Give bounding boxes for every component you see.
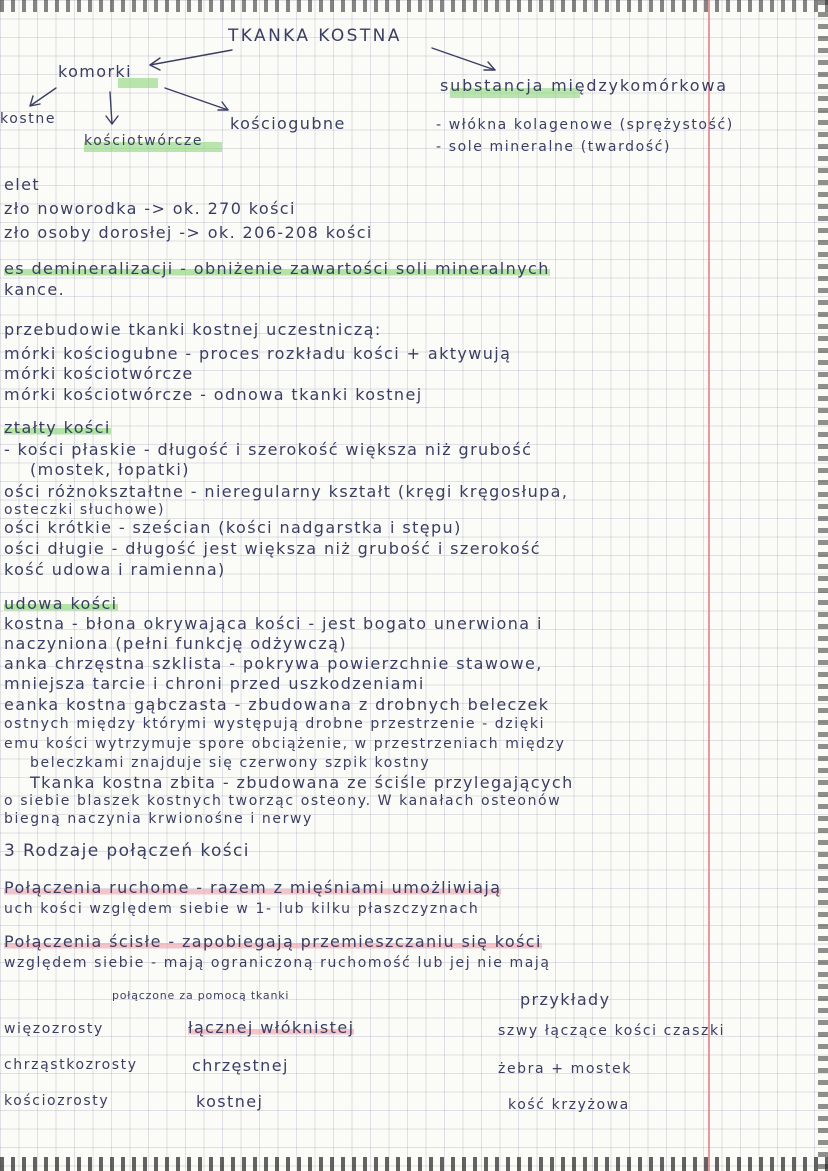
map-right-item: - włókna kolagenowe (sprężystość) [436,117,734,133]
table-cell-type: więzozrosty [4,1021,104,1037]
table-cell-example: żebra + mostek [498,1061,632,1077]
map-sub-node: kostne [0,111,57,127]
note-line: ości różnokształtne - nieregularny kształt (kręgi kręgosłupa, [4,482,569,501]
note-line: eanka kostna gąbczasta - zbudowana z drobnych beleczek [4,695,550,714]
note-line: ztałty kości [4,418,111,437]
note-line: anka chrzęstna szklista - pokrywa powierzchnie stawowe, [4,654,543,673]
note-line: emu kości wytrzymuje spore obciążenie, w przestrzeniach między [4,736,566,752]
note-line: Połączenia ścisłe - zapobiegają przemieszczaniu się kości [4,932,542,951]
note-line: Połączenia ruchome - razem z mięśniami umożliwiają [4,878,502,897]
section-heading: 3 Rodzaje połączeń kości [4,841,250,861]
note-line: beleczkami znajduje się czerwony szpik kostny [30,755,431,771]
note-line: - kości płaskie - długość i szerokość większa niż grubość [4,440,533,459]
note-line: mniejsza tarcie i chroni przed uszkodzeniami [4,674,425,693]
table-cell-type: chrząstkozrosty [4,1057,138,1073]
note-line: przebudowie tkanki kostnej uczestniczą: [4,320,382,339]
note-line: (mostek, łopatki) [30,460,190,479]
note-line: ości długie - długość jest większa niż grubość i szerokość [4,539,541,558]
table-cell-type: kościozrosty [4,1093,110,1109]
table-cell-tissue: chrzęstnej [192,1056,289,1075]
arrow-to-substancja [432,48,495,70]
map-right-item: - sole mineralne (twardość) [436,139,672,155]
arrow-to-kostne [30,88,56,106]
note-line: Tkanka kostna zbita - zbudowana ze ściśle przylegających [30,773,574,792]
note-line: uch kości względem siebie w 1- lub kilku płaszczyznach [4,901,480,917]
note-line: biegną naczynia krwionośne i nerwy [4,811,313,827]
note-line: o siebie blaszek kostnych tworząc osteony. W kanałach osteonów [4,793,562,809]
arrow-to-komorki [150,50,232,65]
note-line: zło noworodka -> ok. 270 kości [4,199,296,218]
arrow-to-kosciotworcze [110,92,112,124]
note-line: ości krótkie - sześcian (kości nadgarstka i stępu) [4,518,462,537]
note-line: elet [4,175,41,194]
note-line: względem siebie - mają ograniczoną ruchomość lub jej nie mają [4,955,551,971]
table-header: połączone za pomocą tkanki [112,989,290,1002]
map-sub-node: kościogubne [230,114,346,133]
map-left-node: komorki [58,62,132,81]
table-cell-tissue: łącznej włóknistej [188,1018,355,1037]
note-line: mórki kościotwórcze - odnowa tkanki kostnej [4,385,423,404]
note-line: zło osoby dorosłej -> ok. 206-208 kości [4,223,373,242]
note-line: kostna - błona okrywająca kości - jest bogato unerwiona i [4,614,543,633]
table-cell-tissue: kostnej [196,1092,264,1111]
map-sub-node: kościotwórcze [84,133,204,149]
note-line: mórki kościogubne - proces rozkładu kości + aktywują [4,344,512,363]
table-cell-example: szwy łączące kości czaszki [498,1023,726,1039]
note-line: mórki kościotwórcze [4,364,194,383]
map-right-node: substancja międzykomórkowa [440,76,728,95]
note-line: ostnych między którymi występują drobne przestrzenie - dzięki [4,716,546,732]
note-line: kance. [4,280,66,299]
arrow-to-kosciogubne [165,88,228,110]
table-cell-example: kość krzyżowa [508,1097,630,1113]
note-line: osteczki słuchowe) [4,502,166,518]
note-line: es demineralizacji - obniżenie zawartości soli mineralnych [4,259,550,278]
note-line: kość udowa i ramienna) [4,560,226,579]
note-line: udowa kości [4,594,118,613]
page-title: TKANKA KOSTNA [228,26,402,46]
table-header: przykłady [520,990,611,1009]
note-line: naczyniona (pełni funkcję odżywczą) [4,634,347,653]
